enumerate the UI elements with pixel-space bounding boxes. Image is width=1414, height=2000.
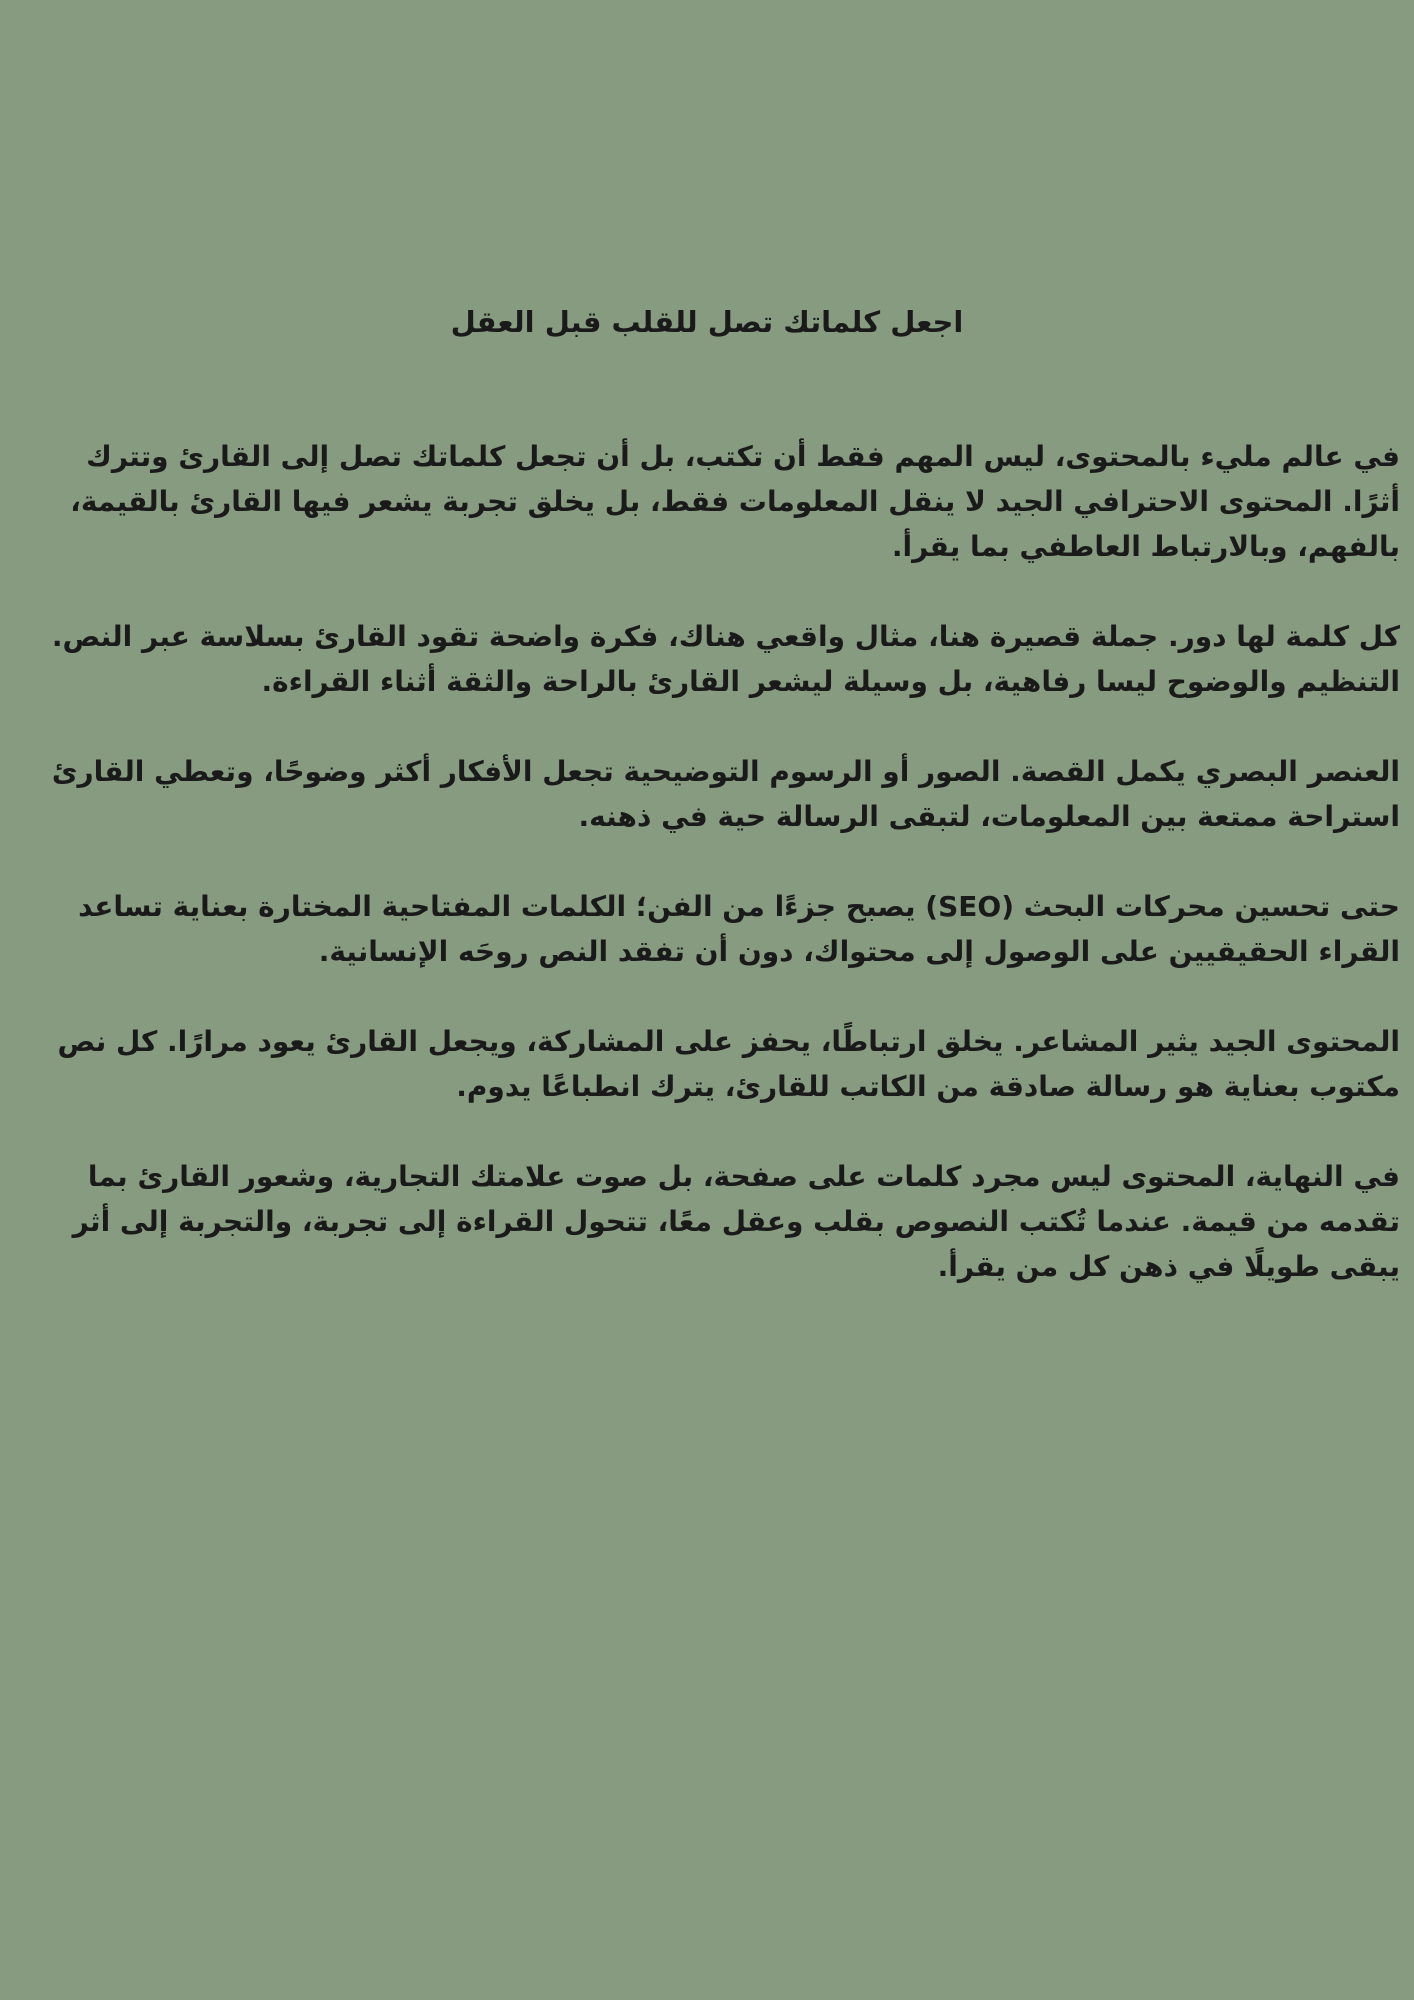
paragraph-emotion: المحتوى الجيد يثير المشاعر. يخلق ارتباطًا، يحفز على المشاركة، ويجعل القارئ يعود مرارًا. كل نص مكتوب بعناية هو رسالة صادقة من الكاتب للقارئ، يترك انطباعًا يدوم. bbox=[57, 1025, 1400, 1103]
paragraph-intro: في عالم مليء بالمحتوى، ليس المهم فقط أن تكتب، بل أن تجعل كلماتك تصل إلى القارئ وتترك أثرًا. المحتوى الاحترافي الجيد لا ينقل المعلومات فقط، بل يخلق تجربة يشعر فيها القارئ بالقيمة، بالفهم، وبالارتباط العاطفي بما يقرأ. bbox=[70, 440, 1400, 563]
paragraph-conclusion: في النهاية، المحتوى ليس مجرد كلمات على صفحة، بل صوت علامتك التجارية، وشعور القارئ بما تقدمه من قيمة. عندما تُكتب النصوص بقلب وعقل معًا، تتحول القراءة إلى تجربة، والتجربة إلى أثر يبقى طويلًا في ذهن كل من يقرأ. bbox=[72, 1160, 1400, 1283]
paragraph-seo: حتى تحسين محركات البحث (SEO) يصبح جزءًا من الفن؛ الكلمات المفتاحية المختارة بعناية تساعد القراء الحقيقيين على الوصول إلى محتواك، دون أن تفقد النص روحَه الإنسانية. bbox=[78, 890, 1400, 968]
document-title: اجعل كلماتك تصل للقلب قبل العقل bbox=[450, 305, 964, 339]
paragraph-words: كل كلمة لها دور. جملة قصيرة هنا، مثال واقعي هناك، فكرة واضحة تقود القارئ بسلاسة عبر النص. التنظيم والوضوح ليسا رفاهية، بل وسيلة ليشعر القارئ بالراحة والثقة أثناء القراءة. bbox=[51, 620, 1400, 698]
document-body bbox=[20, 434, 1400, 1289]
paragraph-visual: العنصر البصري يكمل القصة. الصور أو الرسوم التوضيحية تجعل الأفكار أكثر وضوحًا، وتعطي القارئ استراحة ممتعة بين المعلومات، لتبقى الرسالة حية في ذهنه. bbox=[51, 755, 1400, 833]
